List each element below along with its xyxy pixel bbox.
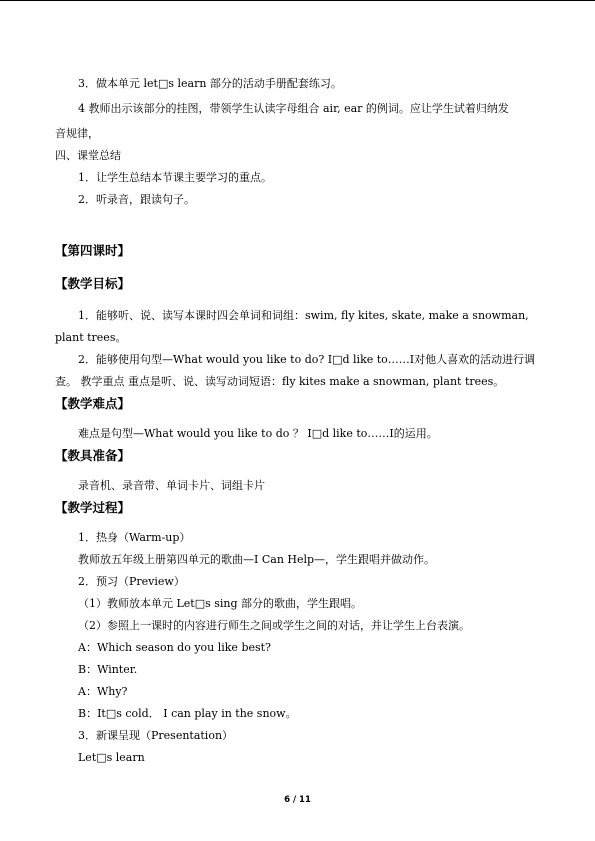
- process-heading: 【教学过程】: [55, 500, 131, 515]
- dialogue-line: A：Which season do you like best?: [78, 641, 271, 654]
- text-line: 2．预习（Preview）: [78, 575, 185, 588]
- section-heading: 四、课堂总结: [55, 149, 121, 162]
- text-line: 教师放五年级上册第四单元的歌曲—I Can Help—，学生跟唱并做动作。: [78, 553, 436, 566]
- text-line: plant trees。: [55, 331, 127, 344]
- lesson-heading: 【第四课时】: [55, 243, 131, 258]
- text-line: 4 教师出示该部分的挂图，带领学生认读字母组合 air, ear 的例词。应让学生试着归纳发: [78, 102, 509, 115]
- objectives-heading: 【教学目标】: [55, 276, 131, 291]
- text-line: 2．能够使用句型—What would you like to do? I□d like to……I对他人喜欢的活动进行调: [78, 353, 536, 366]
- text-line: 3．新课呈现（Presentation）: [78, 729, 234, 742]
- text-line: 难点是句型—What would you like to do ？ I□d like to……I的运用。: [78, 427, 438, 440]
- materials-heading: 【教具准备】: [55, 448, 131, 463]
- text-line: 2．听录音，跟读句子。: [78, 193, 195, 206]
- text-line: 1．热身（Warm-up）: [78, 531, 191, 544]
- text-line: 录音机、录音带、单词卡片、词组卡片: [78, 479, 265, 492]
- text-line: 3．做本单元 let□s learn 部分的活动手册配套练习。: [78, 77, 342, 90]
- text-line: （2）参照上一课时的内容进行师生之间或学生之间的对话，并让学生上台表演。: [78, 619, 470, 632]
- text-line: 1．能够听、说、读写本课时四会单词和词组：swim, fly kites, skate, make a snowman,: [78, 309, 529, 322]
- text-line: （1）教师放本单元 Let□s sing 部分的歌曲，学生跟唱。: [78, 597, 363, 610]
- text-line: 1．让学生总结本节课主要学习的重点。: [78, 171, 272, 184]
- dialogue-line: B：Winter.: [78, 663, 138, 676]
- dialogue-line: B：It□s cold． I can play in the snow。: [78, 707, 297, 720]
- dialogue-line: A：Why?: [78, 685, 128, 698]
- text-line: Let□s learn: [78, 751, 145, 764]
- page-number: 6 / 11: [284, 795, 311, 805]
- text-line: 音规律，: [55, 127, 99, 140]
- difficulty-heading: 【教学难点】: [55, 396, 131, 411]
- text-line: 查。 教学重点 重点是听、说、读写动词短语：fly kites make a snowman, plant trees。: [55, 375, 505, 388]
- top-border: [0, 0, 595, 1]
